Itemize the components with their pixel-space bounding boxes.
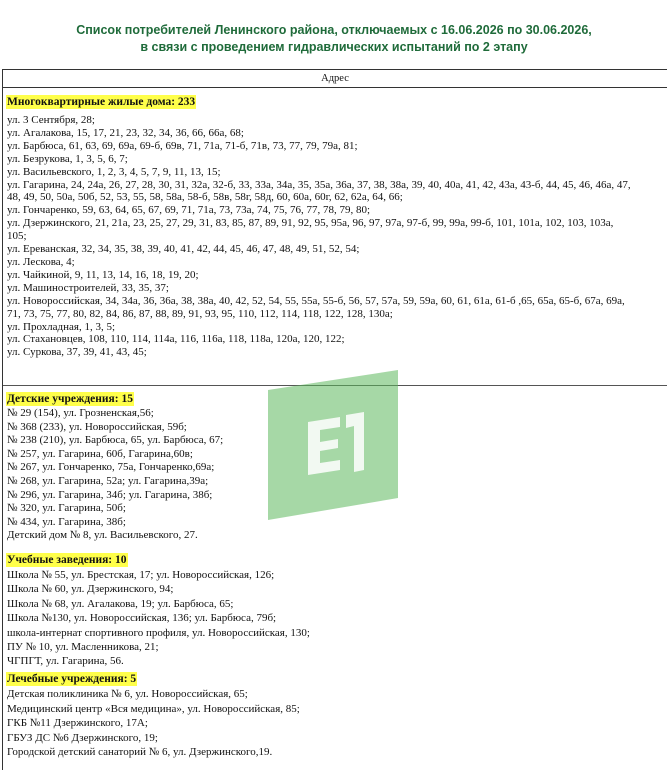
list-item: ул. Чайкиной, 9, 11, 13, 14, 16, 18, 19, 20;: [7, 268, 199, 281]
list-item: ул. Гагарина, 24, 24а, 26, 27, 28, 30, 31, 32а, 32-б, 33, 33а, 34а, 35, 35а, 36а, 37, 38, 38а, 39, 40, 40а, 41, 42, 43а, 43-б, 44, 45, 46, 46а, 47,: [7, 178, 631, 191]
list-item: 48, 49, 50, 50а, 50б, 52, 53, 55, 58, 58а, 58-б, 58в, 58г, 58д, 60, 60а, 60г, 62, 62а, 64, 66;: [7, 191, 403, 204]
list-item: ул. Новороссийская, 34, 34а, 36, 36а, 38, 38а, 40, 42, 52, 54, 55, 55а, 55-б, 56, 57, 57а, 59, 59а, 60, 61, 61а, 61-б ,65, 65а, 65-б, 67а, 69а,: [7, 294, 625, 307]
list-item: ул. Безрукова, 1, 3, 5, 6, 7;: [7, 152, 128, 165]
list-item: ул. Прохладная, 1, 3, 5;: [7, 320, 116, 333]
list-item: ул. 3 Сентября, 28;: [7, 114, 95, 126]
list-item: № 296, ул. Гагарина, 34б; ул. Гагарина, 38б;: [7, 488, 213, 501]
list-item: № 238 (210), ул. Барбюса, 65, ул. Барбюса, 67;: [7, 434, 224, 447]
list-item: ГКБ №11 Дзержинского, 17А;: [7, 717, 148, 730]
document-title: [0, 22, 668, 56]
section-heading-apartments: Многоквартирные жилые дома: 233: [7, 96, 196, 108]
list-item: ул. Барбюса, 61, 63, 69, 69а, 69-б, 69в, 71, 71а, 71-б, 71в, 73, 77, 79, 79а, 81;: [7, 139, 358, 152]
list-item: № 368 (233), ул. Новороссийская, 59б;: [7, 420, 187, 433]
list-item: № 267, ул. Гончаренко, 75а, Гончаренко,69а;: [7, 461, 215, 474]
section-heading-schools: Учебные заведения: 10: [7, 554, 127, 566]
list-item: Медицинский центр «Вся медицина», ул. Новороссийская, 85;: [7, 702, 300, 715]
list-item: № 268, ул. Гагарина, 52а; ул. Гагарина,39а;: [7, 474, 209, 487]
list-item: Школа № 68, ул. Агалакова, 19; ул. Барбюса, 65;: [7, 597, 234, 610]
list-item: ул. Ереванская, 32, 34, 35, 38, 39, 40, 41, 42, 44, 45, 46, 47, 48, 49, 51, 52, 54;: [7, 243, 360, 256]
list-item: ул. Стахановцев, 108, 110, 114, 114а, 116, 116а, 118, 118а, 120а, 120, 122;: [7, 333, 345, 346]
list-item: ул. Дзержинского, 21, 21а, 23, 25, 27, 29, 31, 83, 85, 87, 89, 91, 92, 95, 95а, 96, 97, 97а, 97-б, 99, 99а, 99-б, 101, 101а, 102, 103, 103а,: [7, 217, 614, 230]
list-item: ГБУЗ ДС №6 Дзержинского, 19;: [7, 731, 158, 744]
list-item: ул. Лескова, 4;: [7, 255, 75, 268]
list-item: ПУ № 10, ул. Масленникова, 21;: [7, 641, 159, 654]
list-item: ул. Васильевского, 1, 2, 3, 4, 5, 7, 9, 11, 13, 15;: [7, 165, 221, 178]
section-heading-kindergartens: Детские учреждения: 15: [7, 393, 133, 405]
list-item: № 29 (154), ул. Грозненская,56;: [7, 407, 154, 419]
section-apartments-list: [7, 114, 663, 359]
list-item: Школа № 60, ул. Дзержинского, 94;: [7, 583, 174, 596]
title-line-1: Список потребителей Ленинского района, отключаемых с 16.06.2026 по 30.06.2026,: [76, 23, 592, 37]
list-item: Школа №130, ул. Новороссийская, 136; ул. Барбюса, 79б;: [7, 612, 277, 625]
site-logo-watermark-icon: [268, 370, 398, 520]
list-item: 71, 73, 75, 77, 80, 82, 84, 86, 87, 88, 89, 91, 93, 95, 110, 112, 114, 118, 122, 128, 130а;: [7, 307, 393, 320]
list-item: ул. Гончаренко, 59, 63, 64, 65, 67, 69, 71, 71а, 73, 73а, 74, 75, 76, 77, 78, 79, 80;: [7, 204, 371, 217]
list-item: Детский дом № 8, ул. Васильевского, 27.: [7, 529, 198, 542]
table-header-address: Адрес: [3, 70, 667, 88]
section-schools-list: [7, 568, 663, 669]
list-item: ул. Суркова, 37, 39, 41, 43, 45;: [7, 346, 147, 359]
list-item: Школа № 55, ул. Брестская, 17; ул. Новороссийская, 126;: [7, 569, 275, 581]
section-heading-medical: Лечебные учреждения: 5: [7, 673, 137, 685]
list-item: ул. Машиностроителей, 33, 35, 37;: [7, 281, 169, 294]
list-item: № 257, ул. Гагарина, 60б, Гагарина,60в;: [7, 447, 193, 460]
list-item: школа-интернат спортивного профиля, ул. Новороссийская, 130;: [7, 626, 310, 639]
list-item: № 320, ул. Гагарина, 50б;: [7, 502, 126, 515]
list-item: ЧГПГТ, ул. Гагарина, 56.: [7, 655, 124, 668]
list-item: № 434, ул. Гагарина, 38б;: [7, 515, 126, 528]
list-item: Детская поликлиника № 6, ул. Новороссийская, 65;: [7, 688, 248, 700]
list-item: Городской детский санаторий № 6, ул. Дзержинского,19.: [7, 746, 273, 759]
list-item: 105;: [7, 230, 27, 243]
section-medical-list: [7, 687, 663, 760]
title-line-2: в связи с проведением гидравлических испытаний по 2 этапу: [140, 40, 528, 54]
list-item: ул. Агалакова, 15, 17, 21, 23, 32, 34, 36, 66, 66а, 68;: [7, 126, 244, 139]
